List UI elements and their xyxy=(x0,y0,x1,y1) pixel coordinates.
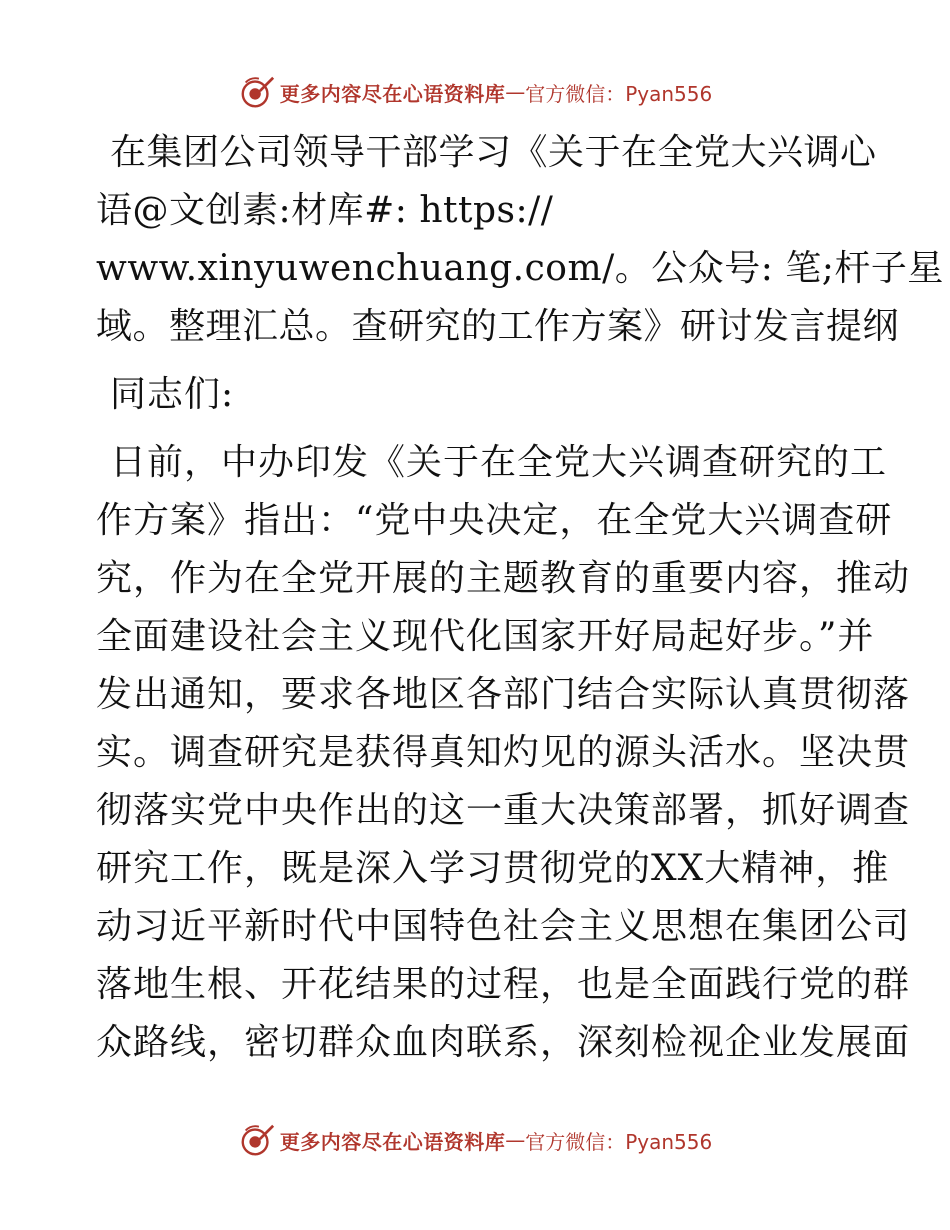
body-line: 日前，中办印发《关于在全党大兴调查研究的工 xyxy=(110,442,888,483)
seal-pen-icon xyxy=(238,73,276,111)
title-line: 域。整理汇总。查研究的工作方案》研讨发言提纲 xyxy=(96,306,900,347)
body-line: 动习近平新时代中国特色社会主义思想在集团公司 xyxy=(96,906,911,947)
body-line: 众路线，密切群众血肉联系，深刻检视企业发展面 xyxy=(96,1022,911,1063)
banner-text: 更多内容尽在心语资料库 xyxy=(279,81,506,106)
banner-text: 更多内容尽在心语资料库 xyxy=(279,1129,506,1154)
body-line: 全面建设社会主义现代化国家开好局起好步。”并 xyxy=(96,616,875,657)
body-line: 实。调查研究是获得真知灼见的源头活水。坚决贯 xyxy=(96,732,911,773)
title-line: 在集团公司领导干部学习《关于在全党大兴调心 xyxy=(110,132,877,173)
body-line: 作方案》指出：“党中央决定，在全党大兴调查研 xyxy=(96,500,893,541)
salutation: 同志们: xyxy=(110,374,235,415)
body-line: 彻落实党中央作出的这一重大决策部署，抓好调查 xyxy=(96,790,911,831)
body-line: 发出通知，要求各地区各部门结合实际认真贯彻落 xyxy=(96,674,911,715)
title-line: www.xinyuwenchuang.com/。公众号: 笔;杆子星 xyxy=(96,248,944,289)
wechat-account-label: 官方微信：Pyan556 xyxy=(525,81,713,106)
title-line: 语@文创素:材库#: https:// xyxy=(96,190,554,231)
banner-separator: — xyxy=(505,1128,526,1152)
body-line: 落地生根、开花结果的过程，也是全面践行党的群 xyxy=(96,964,911,1005)
document-body xyxy=(96,124,944,1072)
body-line: 究，作为在全党开展的主题教育的重要内容，推动 xyxy=(96,558,911,599)
body-line: 研究工作，既是深入学习贯彻党的XX大精神，推 xyxy=(96,848,890,889)
header-banner xyxy=(0,70,950,114)
banner-separator: — xyxy=(505,80,526,104)
footer-banner xyxy=(0,1118,950,1162)
seal-pen-icon xyxy=(238,1121,276,1159)
wechat-account-label: 官方微信：Pyan556 xyxy=(525,1129,713,1154)
